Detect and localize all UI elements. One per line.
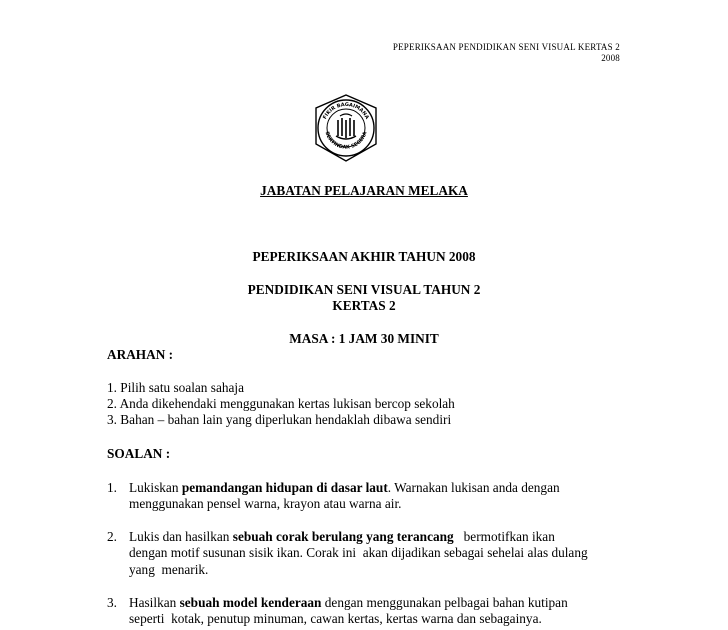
question-2-line-2: dengan motif susunan sisik ikan. Corak ini akan dijadikan sebagai sehelai alas dulang	[129, 545, 588, 560]
svg-text:BERTINDAK SEGERA: BERTINDAK SEGERA	[323, 131, 369, 151]
question-1-emphasis: pemandangan hidupan di dasar laut	[181, 480, 388, 495]
header-title: PEPERIKSAAN PENDIDIKAN SENI VISUAL KERTAS 2	[392, 42, 620, 52]
question-1-line-2: menggunakan pensel warna, krayon atau warna air.	[129, 496, 402, 511]
question-2-line-1	[129, 529, 555, 545]
question-number: 3.	[107, 595, 117, 610]
question-number: 1.	[107, 480, 117, 495]
question-2-line-3: yang menarik.	[129, 562, 209, 577]
question-2-text-a: Lukis dan hasilkan	[129, 529, 233, 544]
instruction-item: 1. Pilih satu soalan sahaja	[107, 380, 245, 395]
instructions-heading: ARAHAN :	[107, 347, 174, 362]
instruction-item: 3. Bahan – bahan lain yang diperlukan hendaklah dibawa sendiri	[107, 412, 452, 427]
question-3-text-c: dengan menggunakan pelbagai bahan kutipan	[321, 595, 568, 610]
duration: MASA : 1 JAM 30 MINIT	[289, 331, 439, 346]
question-1-line-1	[129, 480, 560, 496]
header-year: 2008	[601, 53, 620, 63]
department-title: JABATAN PELAJARAN MELAKA	[260, 183, 468, 198]
question-3-line-1	[129, 595, 568, 611]
paper-title: KERTAS 2	[332, 298, 396, 313]
question-number: 2.	[107, 529, 117, 544]
exam-title: PEPERIKSAAN AKHIR TAHUN 2008	[252, 249, 476, 264]
question-2-text-c: bermotifkan ikan	[453, 529, 555, 544]
page-header	[393, 42, 620, 64]
department-seal-logo	[314, 94, 378, 162]
instruction-item: 2. Anda dikehendaki menggunakan kertas lukisan bercop sekolah	[107, 396, 455, 411]
question-3-text-a: Hasilkan	[129, 595, 180, 610]
subject-title: PENDIDIKAN SENI VISUAL TAHUN 2	[247, 282, 481, 297]
question-2-emphasis: sebuah corak berulang yang terancang	[232, 529, 454, 544]
question-3-emphasis: sebuah model kenderaan	[179, 595, 322, 610]
questions-heading: SOALAN :	[107, 446, 171, 461]
svg-text:FIKIR BAGAIMANA: FIKIR BAGAIMANA	[322, 101, 370, 121]
question-1-text-a: Lukiskan	[129, 480, 182, 495]
question-3-line-2: seperti kotak, penutup minuman, cawan kertas, kertas warna dan sebagainya.	[129, 611, 542, 626]
question-1-text-c: . Warnakan lukisan anda dengan	[387, 480, 560, 495]
